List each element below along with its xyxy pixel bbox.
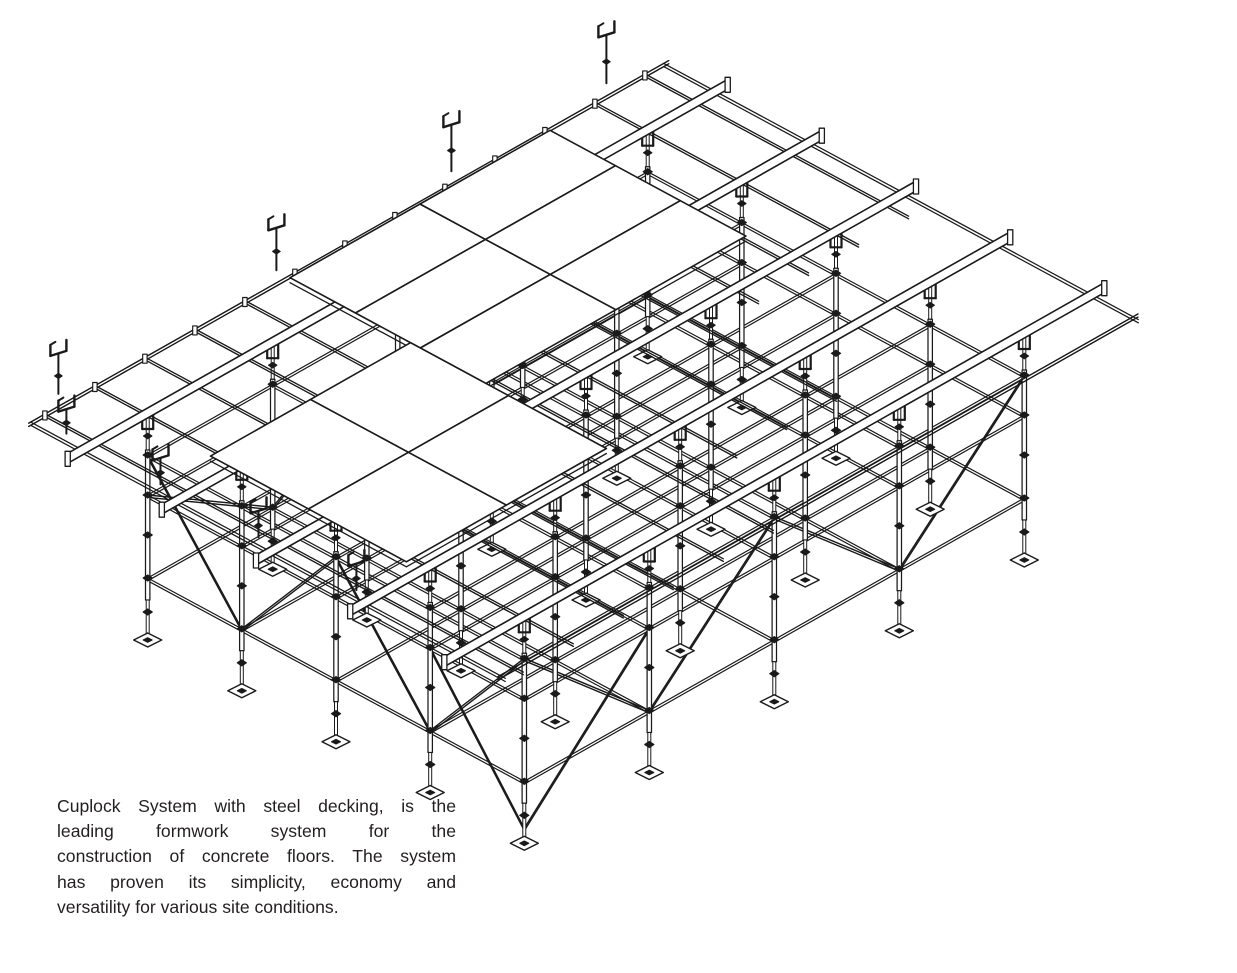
caption-paragraph [57, 794, 456, 920]
caption-line: versatility for various site conditions. [57, 896, 339, 917]
caption-line: Cuplock System with steel decking, is the [57, 796, 456, 816]
caption-line: leading formwork system for the [57, 821, 456, 842]
caption-line: has proven its simplicity, economy and [57, 871, 456, 892]
caption-line: construction of concrete floors. The system [57, 846, 456, 867]
